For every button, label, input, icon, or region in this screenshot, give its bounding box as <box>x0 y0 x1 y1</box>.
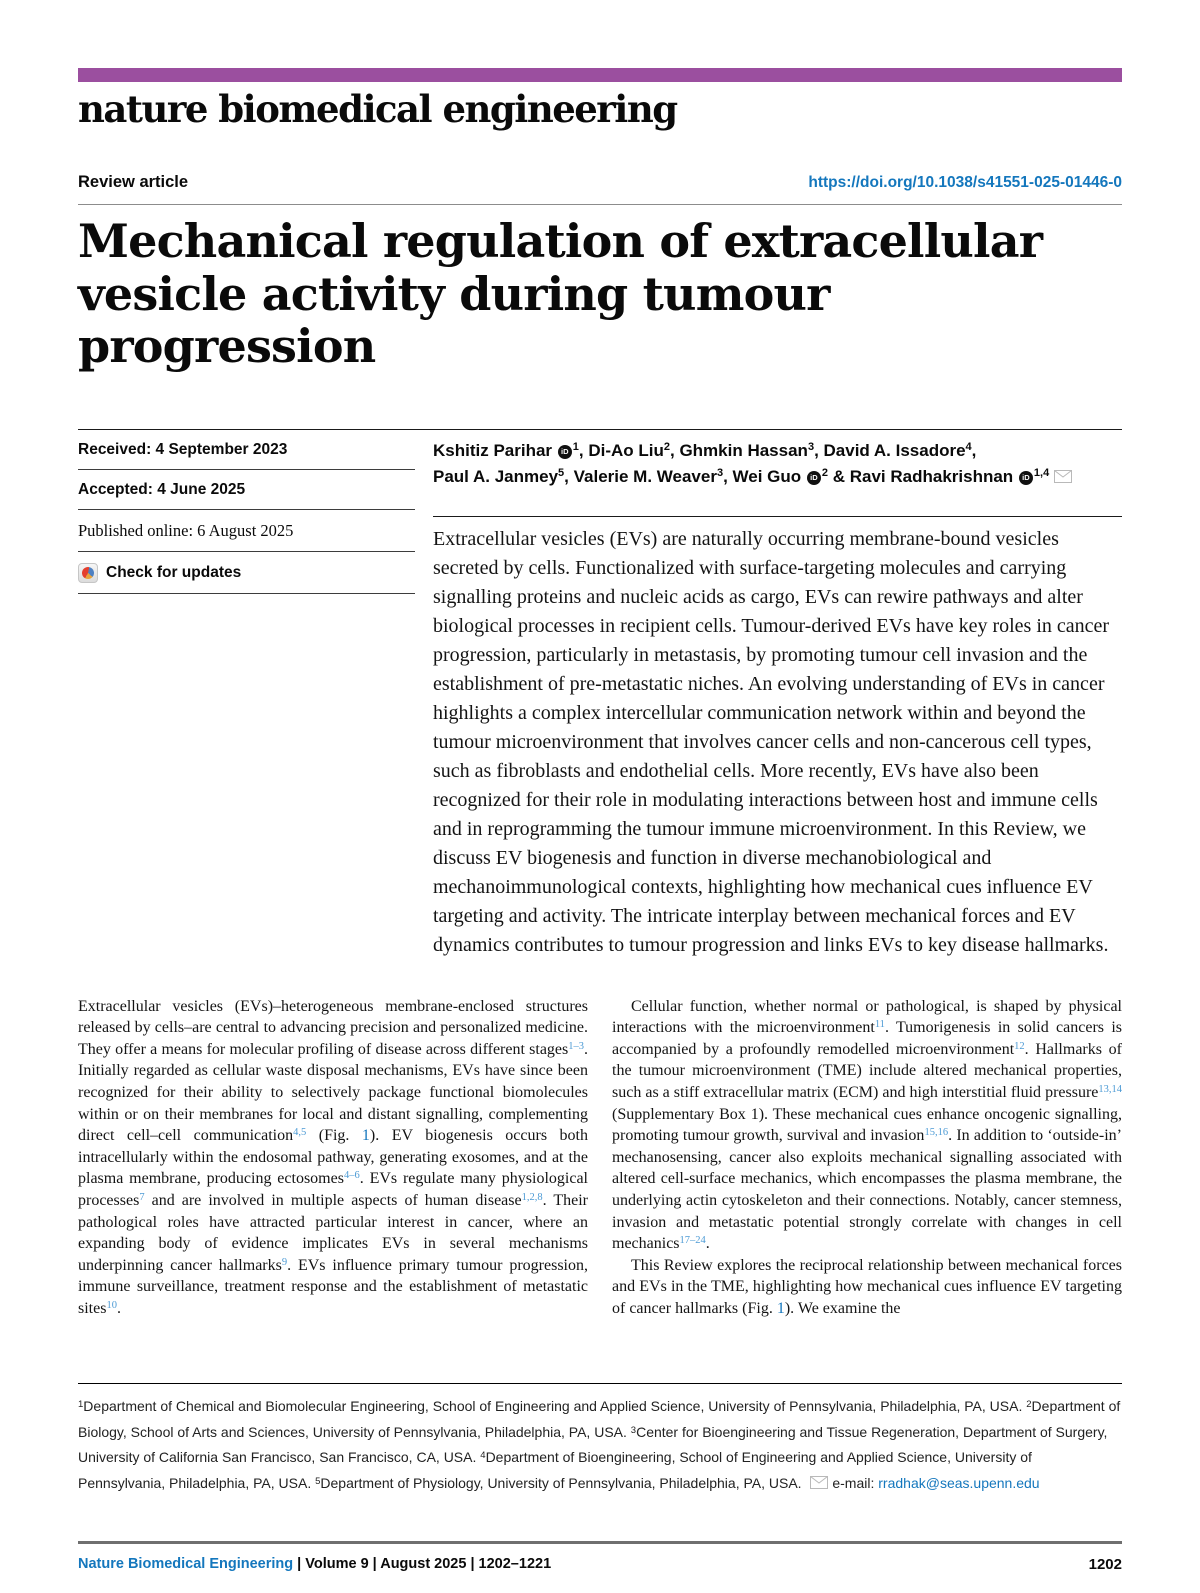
text-run: and are involved in multiple aspects of human disease <box>144 1192 522 1210</box>
article-title: Mechanical regulation of extracellular vesicle activity during tumour progression <box>78 214 1043 374</box>
author-list <box>433 430 1122 491</box>
text-run: ). We examine the <box>784 1300 901 1318</box>
received-date: Received: 4 September 2023 <box>78 430 415 470</box>
text-run: . <box>705 1235 710 1253</box>
orcid-icon[interactable]: iD <box>807 471 821 485</box>
orcid-icon[interactable]: iD <box>1019 471 1033 485</box>
affiliation-superscript: 2 <box>821 466 829 479</box>
reference-superscript[interactable]: 9 <box>281 1256 288 1268</box>
reference-superscript[interactable]: 17–24 <box>679 1235 706 1247</box>
text-run: , Di-Ao Liu <box>578 440 664 460</box>
reference-superscript[interactable]: 1,2,8 <box>521 1192 543 1204</box>
text-run: (Supplementary Box 1). These mechanical cues enhance oncogenic signalling, promoting tumour growth, survival and invasion <box>612 1105 1122 1145</box>
affiliation-superscript: 3 <box>630 1424 637 1436</box>
author-list-line1 <box>433 441 976 460</box>
envelope-icon[interactable] <box>810 1472 828 1498</box>
text-run: e-mail: <box>828 1474 879 1491</box>
text-run: Department of Chemical and Biomolecular Engineering, School of Engineering and Applied Science, University of Pennsylvania, Philadelphia, PA, USA. <box>83 1398 1027 1414</box>
text-run: . In addition to ‘outside-in’ mechanosensing, cancer also exploits mechanical signalling associated with altered cell-surface mechanics, which encompasses the plasma membrane, the underlying actin cytoskeleton and their connections. Notably, cancer stemness, invasion and metastatic potential strongly correlate with changes in cell mechanics <box>612 1127 1123 1253</box>
text-run: Cellular function, whether normal or pathological, is shaped by physical interactions with the microenvironment <box>612 997 1122 1037</box>
body-paragraph <box>612 996 1122 1255</box>
reference-superscript[interactable]: 11 <box>874 1019 885 1031</box>
text-run: , Wei Guo <box>723 466 806 486</box>
affiliation-superscript: 5 <box>558 466 565 479</box>
article-meta-row <box>78 173 1122 205</box>
published-date: Published online: 6 August 2025 <box>78 510 415 552</box>
text-run: , Ghmkin Hassan <box>670 440 808 460</box>
affiliation-superscript: 4 <box>965 440 972 453</box>
text-run: . EVs regulate many physiological processes <box>78 1170 588 1210</box>
text-run: Department of Physiology, University of Pennsylvania, Philadelphia, PA, USA. <box>320 1474 806 1491</box>
abstract-text: Extracellular vesicles (EVs) are naturally occurring membrane-bound vesicles secreted by cells. Functionalized with surface-targeting molecules and carrying signalling proteins and nucleic acids as cargo, EVs can rewire pathways and alter biological processes in recipient cells. Tumour-derived EVs have key roles in cancer progression, particularly in metastasis, by promoting tumour cell invasion and the establishment of pre-metastatic niches. An evolving understanding of EVs in cancer highlights a complex intercellular communication network within and beyond the tumour microenvironment that involves cancer cells and non-cancerous cell types, such as fibroblasts and endothelial cells. More recently, EVs have also been recognized for their role in modulating interactions between host and immune cells and in reprogramming the tumour immune microenvironment. In this Review, we discuss EV biogenesis and function in diverse mechanobiological and mechanoimmunological contexts, highlighting how mechanical cues influence EV targeting and activity. The intricate interplay between mechanical forces and EV dynamics contributes to tumour progression and links EVs to key disease hallmarks. <box>433 527 1110 956</box>
body-paragraph <box>612 1255 1122 1320</box>
reference-superscript[interactable]: 12 <box>1014 1040 1025 1052</box>
reference-superscript[interactable]: 15,16 <box>924 1127 949 1139</box>
text-link[interactable]: 1 <box>361 1127 370 1145</box>
affiliations-top-rule <box>78 1383 1122 1384</box>
body-paragraph <box>78 996 588 1320</box>
text-run: . <box>116 1300 121 1318</box>
article-type-label: Review article <box>78 173 189 192</box>
affiliations-block <box>78 1383 1122 1497</box>
text-run: Paul A. Janmey <box>433 466 559 486</box>
text-run: Kshitiz Parihar <box>433 440 557 460</box>
affiliation-superscript: 2 <box>1026 1399 1032 1410</box>
check-for-updates-label: Check for updates <box>106 563 242 581</box>
text-run: Department of Bioengineering, School of Engineering and Applied Science, University of Pennsylvania, Philadelphia, PA, USA. <box>78 1449 1032 1491</box>
check-for-updates-button[interactable] <box>78 552 415 594</box>
text-link[interactable]: rradhak@seas.upenn.edu <box>878 1474 1040 1491</box>
reference-superscript[interactable]: 13,14 <box>1098 1084 1122 1096</box>
text-run: . Their pathological roles have attracted particular interest in cancer, where an expanding body of evidence implicates EVs in several mechanisms underpinning cancer hallmarks <box>78 1192 588 1274</box>
affiliation-superscript: 1,4 <box>1033 466 1050 479</box>
footer-rule <box>78 1541 1122 1544</box>
text-run: Center for Bioengineering and Tissue Regeneration, Department of Surgery, University of California San Francisco, San Francisco, CA, USA. <box>78 1423 1108 1465</box>
text-run: . Initially regarded as cellular waste disposal mechanisms, EVs have since been recognized for their ability to selectively package functional biomolecules within or on their membranes for local and distant signalling, complementing direct cell–cell communication <box>78 1040 588 1145</box>
footer-issue-info: | Volume 9 | August 2025 | 1202–1221 <box>293 1556 552 1572</box>
footer-citation <box>78 1556 551 1573</box>
body-text <box>78 996 1122 1320</box>
info-grid <box>78 430 1122 960</box>
text-run: . EVs influence primary tumour progression, immune surveillance, treatment response and the establishment of metastatic sites <box>78 1256 588 1318</box>
reference-superscript[interactable]: 4–6 <box>343 1170 360 1182</box>
reference-superscript[interactable]: 7 <box>139 1192 145 1204</box>
reference-superscript[interactable]: 1–3 <box>568 1040 584 1052</box>
accepted-date: Accepted: 4 June 2025 <box>78 470 415 510</box>
text-run: , <box>971 440 977 460</box>
text-run: . Tumorigenesis in solid cancers is accompanied by a profoundly remodelled microenvironment <box>612 1019 1123 1058</box>
affiliation-superscript: 1 <box>78 1399 84 1410</box>
authors-abstract-panel <box>433 430 1122 960</box>
text-run: ). EV biogenesis occurs both intracellularly within the endosomal pathway, generating exosomes, and at the plasma membrane, producing ectosomes <box>78 1127 588 1188</box>
envelope-icon[interactable] <box>1054 465 1072 491</box>
page-number: 1202 <box>1088 1556 1122 1573</box>
text-link[interactable]: 1 <box>776 1300 785 1318</box>
affiliations-text <box>78 1394 1122 1497</box>
reference-superscript[interactable]: 10 <box>106 1300 117 1312</box>
journal-logo: nature biomedical engineering <box>78 87 677 131</box>
text-run: . Hallmarks of the tumour microenvironment (TME) include altered mechanical properties, such as a stiff extracellular matrix (ECM) and high interstitial fluid pressure <box>612 1040 1122 1102</box>
body-column-1 <box>78 996 588 1320</box>
text-run: This Review explores the reciprocal relationship between mechanical forces and EVs in the TME, highlighting how mechanical cues influence EV targeting of cancer hallmarks (Fig. <box>612 1256 1122 1318</box>
orcid-icon[interactable]: iD <box>558 445 572 459</box>
footer-journal-link[interactable]: Nature Biomedical Engineering <box>78 1556 294 1572</box>
abstract-top-rule <box>433 516 1122 517</box>
journal-brand-bar <box>78 68 1122 82</box>
text-run: , David A. Issadore <box>814 440 966 460</box>
text-run: , Valerie M. Weaver <box>564 466 717 486</box>
doi-link[interactable]: https://doi.org/10.1038/s41551-025-01446-0 <box>808 174 1122 192</box>
text-run: (Fig. <box>306 1127 362 1145</box>
author-list-line2 <box>433 467 1072 486</box>
body-column-2 <box>612 996 1122 1320</box>
crossmark-icon <box>78 563 98 583</box>
affiliation-superscript: 3 <box>716 466 724 479</box>
affiliation-superscript: 5 <box>315 1475 321 1487</box>
affiliation-superscript: 4 <box>480 1450 486 1461</box>
article-history-panel <box>78 430 415 960</box>
affiliation-superscript: 1 <box>572 440 579 453</box>
text-run: Department of Biology, School of Arts and Sciences, University of Pennsylvania, Philadelphia, PA, USA. <box>78 1398 1121 1440</box>
text-run: & Ravi Radhakrishnan <box>828 466 1018 486</box>
affiliation-superscript: 3 <box>807 440 815 453</box>
reference-superscript[interactable]: 4,5 <box>293 1127 307 1139</box>
page-footer <box>78 1556 1122 1573</box>
affiliation-superscript: 2 <box>663 440 670 453</box>
text-run: Extracellular vesicles (EVs)–heterogeneous membrane-enclosed structures released by cells–are central to advancing precision and personalized medicine. They offer a means for molecular profiling of disease across different stages <box>78 997 588 1058</box>
